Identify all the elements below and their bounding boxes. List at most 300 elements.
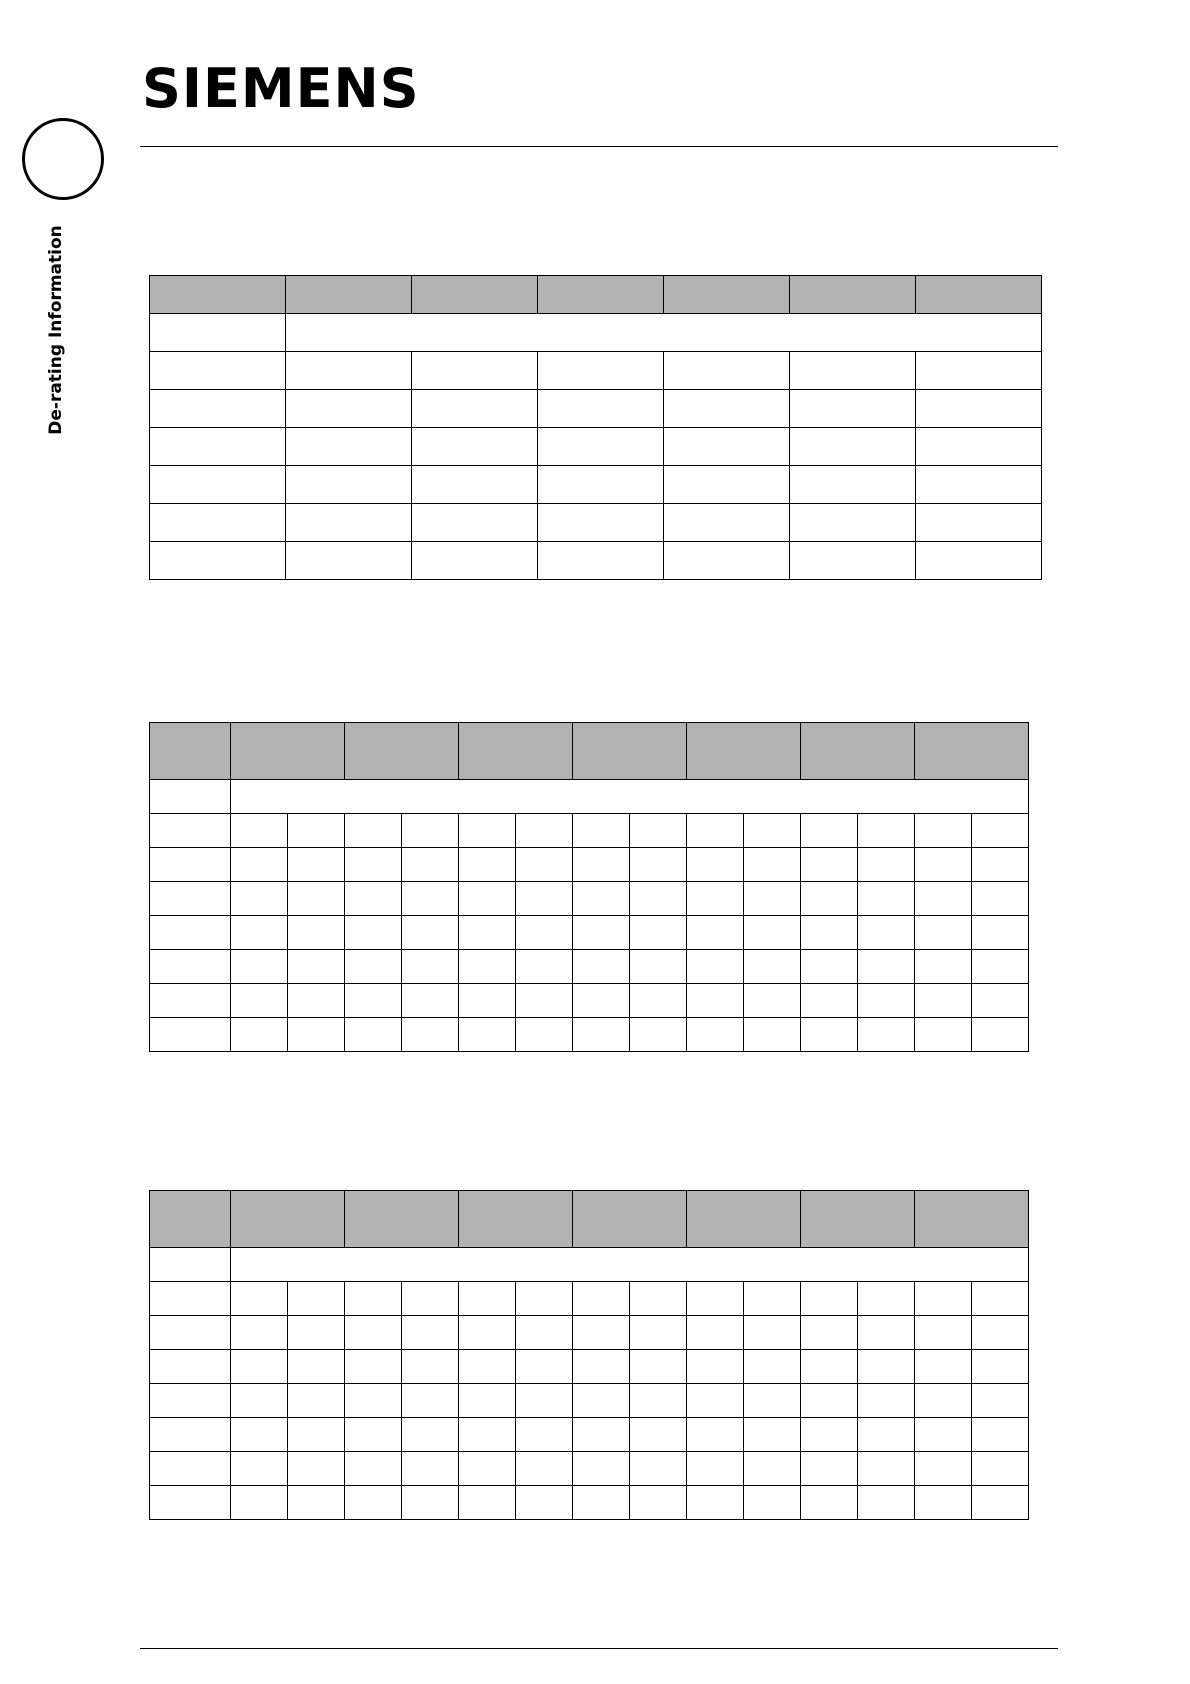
table-cell [150, 390, 286, 428]
table-cell [790, 466, 916, 504]
table-cell [345, 882, 402, 916]
table-cell [744, 1018, 801, 1052]
table-cell [516, 1282, 573, 1316]
table-cell [345, 848, 402, 882]
table-cell [150, 1282, 231, 1316]
table-cell [412, 542, 538, 580]
header-cell [687, 723, 801, 780]
table-cell [915, 1316, 972, 1350]
table-cell [288, 1486, 345, 1520]
table-cell [630, 1452, 687, 1486]
table-cell [286, 428, 412, 466]
table-cell [288, 848, 345, 882]
table-cell [538, 352, 664, 390]
table-cell [150, 504, 286, 542]
table-cell [915, 950, 972, 984]
table-cell [687, 984, 744, 1018]
table-cell [790, 542, 916, 580]
header-cell [573, 723, 687, 780]
table-cell [573, 1418, 630, 1452]
table-cell [231, 916, 288, 950]
table-cell [231, 1316, 288, 1350]
header-cell [150, 276, 286, 314]
table-cell [915, 916, 972, 950]
table-cell [630, 1282, 687, 1316]
table-cell [573, 1486, 630, 1520]
table-cell [744, 1452, 801, 1486]
row-label-cell [150, 1248, 231, 1282]
table-cell [402, 1384, 459, 1418]
table-cell [801, 814, 858, 848]
table-cell [915, 1018, 972, 1052]
table-cell [972, 1418, 1029, 1452]
table-cell [858, 1350, 915, 1384]
table-cell [801, 1486, 858, 1520]
table-cell [858, 984, 915, 1018]
table-cell [150, 916, 231, 950]
table-cell [664, 466, 790, 504]
table-cell [972, 916, 1029, 950]
table-cell [573, 882, 630, 916]
header-cell [459, 723, 573, 780]
table-cell [538, 390, 664, 428]
table-cell [231, 1384, 288, 1418]
table-cell [231, 1486, 288, 1520]
table-cell [664, 428, 790, 466]
table-cell [459, 1350, 516, 1384]
table-cell [288, 1350, 345, 1384]
table-cell [630, 1350, 687, 1384]
table-cell [972, 1316, 1029, 1350]
table-cell [744, 814, 801, 848]
table-cell [630, 1418, 687, 1452]
table-cell [687, 1316, 744, 1350]
table-cell [630, 984, 687, 1018]
table-cell [402, 1282, 459, 1316]
table-cell [288, 1384, 345, 1418]
table-cell [916, 466, 1042, 504]
table-cell [915, 1350, 972, 1384]
table-cell [412, 504, 538, 542]
table-cell [288, 1282, 345, 1316]
table-cell [459, 1452, 516, 1486]
table-cell [516, 1486, 573, 1520]
table-cell [231, 1282, 288, 1316]
table-cell [630, 848, 687, 882]
table-cell [630, 882, 687, 916]
table-cell [402, 950, 459, 984]
table-cell [744, 1350, 801, 1384]
table-row [150, 504, 1042, 542]
table-cell [150, 1418, 231, 1452]
table-cell [150, 1452, 231, 1486]
table-cell [231, 1018, 288, 1052]
table-cell [972, 1282, 1029, 1316]
table-header-row [150, 1191, 1029, 1248]
header-cell [150, 723, 231, 780]
table-cell [630, 950, 687, 984]
table-cell [744, 848, 801, 882]
table-cell [538, 542, 664, 580]
header-cell [915, 1191, 1029, 1248]
table-cell [150, 814, 231, 848]
table-cell [402, 1452, 459, 1486]
table-cell [412, 352, 538, 390]
table-row [150, 428, 1042, 466]
table-cell [915, 984, 972, 1018]
table-cell [972, 984, 1029, 1018]
table-cell [744, 916, 801, 950]
table-cell [402, 916, 459, 950]
table-cell [664, 390, 790, 428]
header-cell [916, 276, 1042, 314]
table-cell [664, 352, 790, 390]
table-row [150, 542, 1042, 580]
table-cell [744, 1282, 801, 1316]
table-cell [516, 1350, 573, 1384]
table-cell [150, 352, 286, 390]
table-cell [916, 390, 1042, 428]
table-cell [286, 542, 412, 580]
table-cell [345, 950, 402, 984]
table-cell [573, 848, 630, 882]
table-row [150, 466, 1042, 504]
table-cell [858, 1452, 915, 1486]
footer-rule [140, 1648, 1058, 1649]
table-cell [345, 1452, 402, 1486]
table-cell [664, 504, 790, 542]
table-cell [402, 1486, 459, 1520]
table-cell [150, 1316, 231, 1350]
table-cell [402, 1418, 459, 1452]
table-row [150, 882, 1029, 916]
table-cell [402, 984, 459, 1018]
table-row [150, 984, 1029, 1018]
table-cell [150, 882, 231, 916]
table-cell [288, 882, 345, 916]
table-cell [288, 1018, 345, 1052]
table-cell [915, 848, 972, 882]
table-cell [150, 1486, 231, 1520]
header-rule [140, 146, 1058, 147]
table-cell [538, 466, 664, 504]
table-cell [858, 950, 915, 984]
table-cell [687, 1452, 744, 1486]
table-cell [150, 466, 286, 504]
table-cell [687, 882, 744, 916]
table-cell [231, 950, 288, 984]
table-cell [402, 882, 459, 916]
table-cell [402, 814, 459, 848]
table-cell [516, 950, 573, 984]
table-cell [412, 390, 538, 428]
table-cell [345, 1350, 402, 1384]
table-cell [150, 848, 231, 882]
table-cell [150, 428, 286, 466]
table-cell [459, 1316, 516, 1350]
merged-cell [231, 1248, 1029, 1282]
table-cell [972, 950, 1029, 984]
table-cell [402, 1350, 459, 1384]
header-cell [801, 723, 915, 780]
table-cell [858, 1316, 915, 1350]
header-cell [801, 1191, 915, 1248]
table-cell [915, 1486, 972, 1520]
table-cell [150, 1350, 231, 1384]
table-cell [687, 814, 744, 848]
table-cell [459, 950, 516, 984]
table-cell [915, 814, 972, 848]
table-cell [630, 1018, 687, 1052]
table-cell [459, 1486, 516, 1520]
table-row [150, 390, 1042, 428]
table-cell [538, 428, 664, 466]
table-cell [630, 1384, 687, 1418]
table-header-row [150, 723, 1029, 780]
table-cell [858, 882, 915, 916]
table-cell [915, 1384, 972, 1418]
header-cell [687, 1191, 801, 1248]
table-cell [630, 916, 687, 950]
table-cell [801, 1350, 858, 1384]
table-cell [231, 984, 288, 1018]
table-cell [459, 814, 516, 848]
header-cell [345, 723, 459, 780]
table-row [150, 352, 1042, 390]
table-cell [858, 1384, 915, 1418]
table-cell [231, 1418, 288, 1452]
table-cell [630, 1316, 687, 1350]
table-cell [459, 1282, 516, 1316]
table-cell [687, 1486, 744, 1520]
table-cell [231, 1350, 288, 1384]
table-cell [801, 1418, 858, 1452]
table-cell [516, 1018, 573, 1052]
table-cell [687, 1418, 744, 1452]
table-cell [664, 542, 790, 580]
table-cell [915, 1282, 972, 1316]
table-cell [916, 428, 1042, 466]
header-cell [915, 723, 1029, 780]
table-cell [286, 504, 412, 542]
table-cell [288, 916, 345, 950]
table-cell [916, 542, 1042, 580]
table-cell [345, 984, 402, 1018]
table-cell [801, 1018, 858, 1052]
table-cell [630, 1486, 687, 1520]
table-cell [516, 814, 573, 848]
table-row [150, 1384, 1029, 1418]
table-row [150, 950, 1029, 984]
table-cell [972, 1350, 1029, 1384]
table-cell [915, 1452, 972, 1486]
table-cell [573, 1018, 630, 1052]
header-cell [790, 276, 916, 314]
table-cell [858, 1486, 915, 1520]
table-row [150, 1486, 1029, 1520]
chapter-marker-circle [22, 118, 104, 200]
table-cell [687, 1350, 744, 1384]
table-cell [687, 1384, 744, 1418]
table-cell [402, 848, 459, 882]
table-cell [459, 984, 516, 1018]
table-cell [150, 1018, 231, 1052]
header-cell [538, 276, 664, 314]
table-cell [459, 1418, 516, 1452]
table-cell [801, 950, 858, 984]
table-cell [801, 916, 858, 950]
table-cell [288, 814, 345, 848]
derating-table-3 [149, 1190, 1029, 1520]
table-cell [801, 1384, 858, 1418]
table-cell [573, 1282, 630, 1316]
header-cell [286, 276, 412, 314]
table-cell [972, 1486, 1029, 1520]
table-cell [972, 814, 1029, 848]
table-cell [150, 1384, 231, 1418]
table-cell [687, 950, 744, 984]
table-merged-row [150, 1248, 1029, 1282]
table-cell [790, 428, 916, 466]
header-cell [573, 1191, 687, 1248]
table-cell [150, 950, 231, 984]
table-row [150, 814, 1029, 848]
table-cell [573, 1384, 630, 1418]
table-row [150, 1282, 1029, 1316]
table-cell [801, 984, 858, 1018]
header-cell [231, 723, 345, 780]
table-cell [516, 916, 573, 950]
header-cell [345, 1191, 459, 1248]
table-cell [345, 1486, 402, 1520]
table-cell [288, 1418, 345, 1452]
table-row [150, 1350, 1029, 1384]
table-cell [345, 1384, 402, 1418]
table-cell [402, 1018, 459, 1052]
table-cell [687, 1282, 744, 1316]
table-cell [412, 466, 538, 504]
table-cell [231, 1452, 288, 1486]
table-cell [345, 1018, 402, 1052]
table-cell [790, 504, 916, 542]
table-cell [286, 466, 412, 504]
table-cell [516, 1418, 573, 1452]
table-cell [516, 848, 573, 882]
table-cell [459, 1384, 516, 1418]
table-cell [573, 950, 630, 984]
table-cell [790, 390, 916, 428]
table-row [150, 848, 1029, 882]
table-cell [744, 1418, 801, 1452]
table-cell [801, 848, 858, 882]
table-cell [345, 1316, 402, 1350]
table-cell [972, 848, 1029, 882]
table-cell [231, 848, 288, 882]
table-cell [288, 1452, 345, 1486]
table-cell [744, 1384, 801, 1418]
table-cell [459, 882, 516, 916]
table-merged-row [150, 780, 1029, 814]
table-cell [516, 984, 573, 1018]
table-cell [687, 848, 744, 882]
table-cell [972, 1384, 1029, 1418]
siemens-logo: SIEMENS [142, 57, 420, 120]
table-cell [345, 1282, 402, 1316]
row-label-cell [150, 314, 286, 352]
table-cell [858, 814, 915, 848]
table-cell [286, 390, 412, 428]
table-header-row [150, 276, 1042, 314]
table-cell [459, 848, 516, 882]
table-merged-row [150, 314, 1042, 352]
table-cell [744, 984, 801, 1018]
table-cell [516, 882, 573, 916]
table-cell [516, 1452, 573, 1486]
table-cell [687, 1018, 744, 1052]
header-cell [412, 276, 538, 314]
table-cell [744, 882, 801, 916]
table-cell [744, 1486, 801, 1520]
merged-cell [286, 314, 1042, 352]
table-cell [288, 984, 345, 1018]
table-cell [459, 916, 516, 950]
table-cell [286, 352, 412, 390]
table-cell [972, 882, 1029, 916]
table-cell [916, 504, 1042, 542]
table-cell [538, 504, 664, 542]
header-cell [459, 1191, 573, 1248]
table-cell [790, 352, 916, 390]
table-cell [972, 1452, 1029, 1486]
table-cell [345, 814, 402, 848]
table-cell [916, 352, 1042, 390]
table-row [150, 1316, 1029, 1350]
table-cell [915, 1418, 972, 1452]
table-cell [150, 984, 231, 1018]
table-cell [573, 984, 630, 1018]
row-label-cell [150, 780, 231, 814]
table-cell [858, 1018, 915, 1052]
header-cell [664, 276, 790, 314]
header-cell [150, 1191, 231, 1248]
merged-cell [231, 780, 1029, 814]
table-cell [231, 814, 288, 848]
table-cell [573, 814, 630, 848]
table-cell [231, 882, 288, 916]
table-cell [412, 428, 538, 466]
table-row [150, 1018, 1029, 1052]
table-cell [150, 542, 286, 580]
table-cell [801, 882, 858, 916]
table-cell [858, 916, 915, 950]
table-cell [345, 1418, 402, 1452]
derating-table-2 [149, 722, 1029, 1052]
table-cell [744, 1316, 801, 1350]
table-row [150, 1452, 1029, 1486]
table-cell [402, 1316, 459, 1350]
table-cell [516, 1316, 573, 1350]
table-cell [573, 916, 630, 950]
table-cell [687, 916, 744, 950]
table-cell [858, 1418, 915, 1452]
table-row [150, 1418, 1029, 1452]
table-cell [573, 1350, 630, 1384]
table-cell [972, 1018, 1029, 1052]
table-cell [459, 1018, 516, 1052]
derating-table-1 [149, 275, 1042, 580]
table-cell [288, 1316, 345, 1350]
table-cell [345, 916, 402, 950]
